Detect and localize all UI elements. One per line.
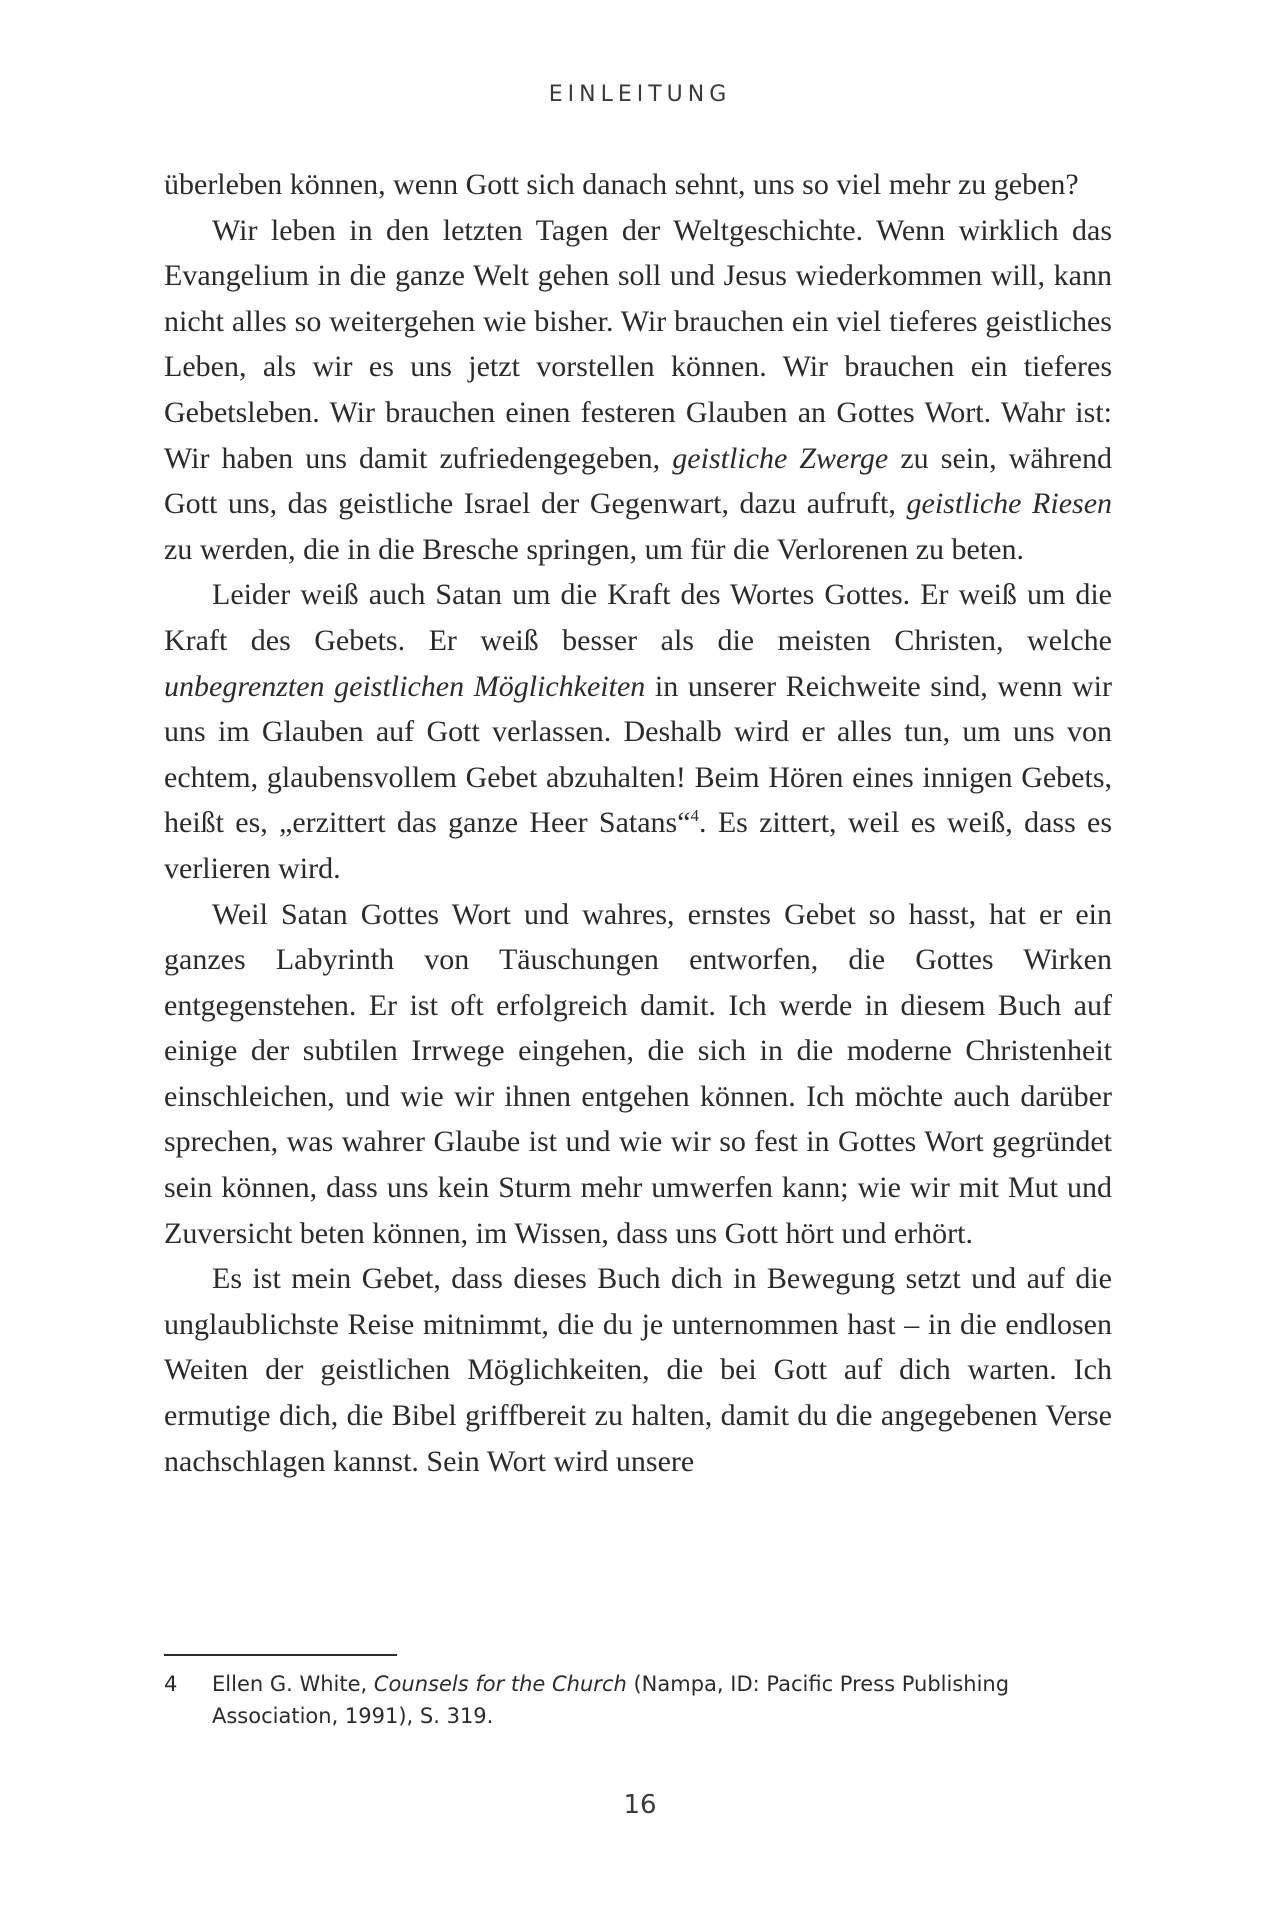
footnote-number: 4 <box>164 1672 178 1696</box>
paragraph-5: Es ist mein Gebet, dass dieses Buch dich in Bewegung setzt und auf die unglaublichste Reise mitnimmt, die du je unternommen hast – in die endlosen Weiten der geistlichen Möglichkeiten, die bei Gott auf dich warten. Ich ermutige dich, die Bibel griffbereit zu halten, damit du die angegebenen Verse nachschlagen kannst. Sein Wort wird unsere <box>164 1262 1112 1478</box>
footnote-text <box>212 1668 1112 1732</box>
paragraph-4: Weil Satan Gottes Wort und wahres, ernstes Gebet so hasst, hat er ein ganzes Labyrinth von Täuschungen entworfen, die Gottes Wirken entgegenstehen. Er ist oft erfolgreich damit. Ich werde in diesem Buch auf einige der subtilen Irrwege eingehen, die sich in die moderne Christenheit einschleichen, und wie wir ihnen entgehen können. Ich möchte auch darüber sprechen, was wahrer Glaube ist und wie wir so fest in Gottes Wort gegründet sein können, dass uns kein Sturm mehr umwerfen kann; wie wir mit Mut und Zuversicht beten können, im Wissen, dass uns Gott hört und erhört. <box>164 897 1112 1250</box>
footnote <box>164 1668 1112 1732</box>
paragraph-3-emphasis: unbegrenzten geistlichen Möglichkeiten <box>164 669 646 703</box>
paragraph-2 <box>164 208 1112 573</box>
paragraph-3-text: Leider weiß auch Satan um die Kraft des Wortes Gottes. Er weiß um die Kraft des Gebets. Er weiß besser als die meisten Christen, welche <box>164 578 1112 657</box>
paragraph-2-emphasis-2: geistliche Riesen <box>906 487 1113 521</box>
running-head: EINLEITUNG <box>548 82 732 107</box>
footnote-author: Ellen G. White, <box>212 1672 368 1696</box>
paragraph-2-text: Wir leben in den letzten Tagen der Weltgeschichte. Wenn wirklich das Evangelium in die ganze Welt gehen soll und Jesus wiederkommen will, kann nicht alles so weitergehen wie bisher. Wir brauchen ein viel tieferes geistliches Leben, als wir es uns jetzt vorstellen können. Wir brauchen ein tieferes Gebetsleben. Wir brauchen einen festeren Glauben an Gottes Wort. Wahr ist: Wir haben uns damit zufriedengegeben, <box>164 213 1112 475</box>
footnote-title: Counsels for the Church <box>373 1672 627 1696</box>
footnote-reference: 4 <box>690 806 700 826</box>
paragraph-1: überleben können, wenn Gott sich danach sehnt, uns so viel mehr zu geben? <box>164 168 1079 201</box>
body-text <box>164 162 1112 1484</box>
footnote-divider <box>164 1654 397 1656</box>
paragraph-2-text-end: zu werden, die in die Bresche springen, um für die Verlorenen zu beten. <box>164 532 1024 566</box>
paragraph-2-text-mid: zu sein, während Gott uns, das geistliche Israel der Gegenwart, dazu aufruft, <box>164 441 1112 521</box>
paragraph-2-emphasis-1: geistliche Zwerge <box>672 441 889 475</box>
paragraph-3-text-mid: in unserer Reichweite sind, wenn wir uns im Glauben auf Gott verlassen. Deshalb wird er alles tun, um uns von echtem, glaubensvollem Gebet abzuhalten! Beim Hören eines innigen Gebets, heißt es, „erzittert das ganze Heer Satans“ <box>164 669 1112 840</box>
paragraph-3 <box>164 572 1112 891</box>
page-number: 16 <box>623 1790 657 1820</box>
paragraph-3-text-end: . Es zittert, weil es weiß, dass es verlieren wird. <box>164 806 1113 885</box>
footnote-details: (Nampa, ID: Pacific Press Publishing Association, 1991), S. 319. <box>212 1672 1010 1728</box>
